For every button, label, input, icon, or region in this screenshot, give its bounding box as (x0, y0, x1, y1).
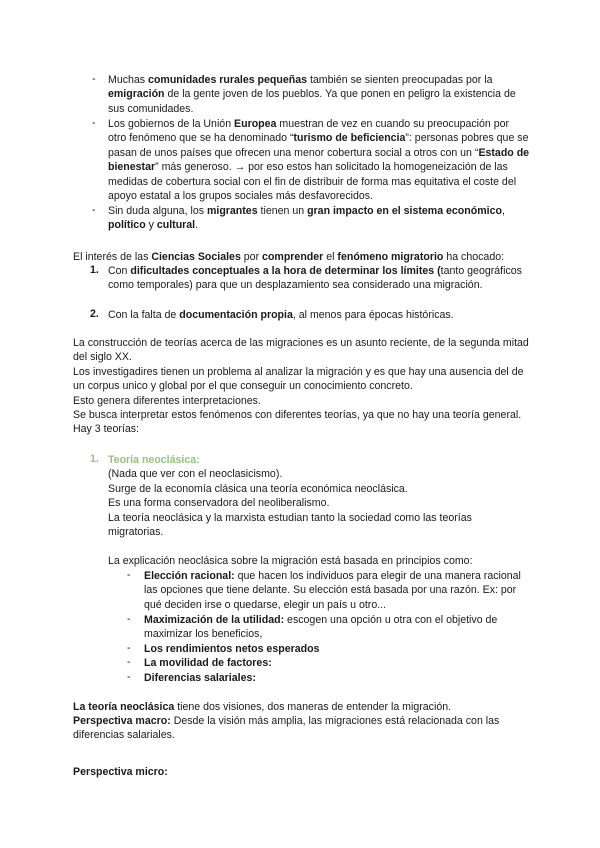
text-run: Los gobiernos de la Unión (108, 118, 235, 130)
text-run: Desde la visión más amplia, las migraciones está relacionada con las diferencias salariales. (73, 715, 500, 742)
text-run: por (240, 251, 263, 263)
text-run: El interés de las (73, 251, 152, 263)
text-run: el (323, 251, 338, 263)
section-heading: Perspectiva micro: (73, 766, 168, 778)
bold-text: Europea (234, 118, 277, 130)
text-run: ha chocado: (443, 251, 505, 263)
bold-text: fenómeno migratorio (337, 251, 444, 263)
bullet-marker: - (127, 642, 131, 654)
text-run: , al menos para épocas históricas. (292, 309, 454, 321)
bold-text: migrantes (206, 205, 258, 217)
text-run: Con la falta de (108, 309, 180, 321)
bold-text: La movilidad de factores: (144, 657, 272, 669)
bold-text: Los rendimientos netos esperados (144, 643, 320, 655)
list-item (108, 204, 530, 233)
text-paragraph: Esto genera diferentes interpretaciones. (73, 395, 261, 407)
bold-text: Perspectiva macro: (73, 715, 171, 727)
list-item (144, 613, 526, 642)
section-number: 1. (90, 453, 99, 465)
text-line: (Nada que ver con el neoclasicismo). (108, 468, 283, 480)
bold-text: dificultades conceptuales a la hora de determinar los límites ( (130, 265, 441, 277)
bold-text: La teoría neoclásica (73, 701, 175, 713)
interest-paragraph (73, 250, 535, 264)
bold-text: gran impacto en el sistema económico (307, 205, 502, 217)
list-item (144, 671, 526, 685)
bold-text: turismo de beficiencia (293, 132, 406, 145)
text-run: tanto geográficos como temporales) para que un desplazamiento sea considerado una migración. (108, 265, 522, 292)
text-line: La explicación neoclásica sobre la migración está basada en principios como: (108, 555, 473, 567)
list-item (108, 73, 528, 116)
bullet-marker: - (92, 204, 96, 216)
bold-text: cultural (156, 219, 196, 232)
text-paragraph: Los investigadires tienen un problema al analizar la migración y es que hay una ausencia del de un corpus unico y global por el que conseguir un conocimiento concreto. (73, 366, 524, 393)
bold-text: Diferencias salariales: (144, 672, 256, 684)
text-run: escogen una opción u otra con el objetivo de maximizar los beneficios, (144, 614, 498, 641)
text-paragraph (73, 714, 535, 743)
list-item (108, 308, 533, 322)
text-run: , (501, 205, 505, 217)
bold-text: político (108, 219, 146, 232)
bullet-marker: - (92, 117, 96, 129)
text-run: tiene dos visiones, dos maneras de entender la migración. (174, 701, 452, 713)
list-item (144, 642, 526, 656)
text-line: La teoría neoclásica y la marxista estudian tanto la sociedad como las teorías migratorias. (108, 512, 472, 539)
bold-text: emigración (108, 88, 165, 101)
text-run: Con (108, 265, 131, 277)
list-item (108, 264, 533, 293)
text-paragraph: La construcción de teorías acerca de las migraciones es un asunto reciente, de la segunda mitad del siglo XX. (73, 337, 529, 364)
text-run: ”: personas pobres que se pasan de unos países que ofrecen una menor cobertura social a otros con un “ (108, 132, 529, 159)
text-run: Sin duda alguna, los (108, 205, 207, 217)
text-run: que hacen los individuos para elegir de una manera racional las opciones que tiene delante. Su elección está basada por una razón. Ex: por qué deciden irse o quedarse, elegir un país u otro... (144, 570, 521, 611)
bullet-marker: - (127, 569, 131, 581)
list-item (144, 656, 526, 670)
bullet-marker: - (127, 613, 131, 625)
bold-text: documentación propia (179, 309, 293, 321)
text-run: ” más generoso. → por eso estos han solicitado la homogeneización de las medidas de cobertura social con el fin de distribuir de forma mas equitativa el coste del apoyo estatal a los grupos sociales más desfavorecidos. (108, 161, 517, 203)
text-paragraph (73, 700, 535, 714)
bold-text: Ciencias Sociales (151, 251, 241, 263)
text-run: tienen un (257, 205, 308, 217)
bold-text: Maximización de la utilidad: (144, 614, 285, 626)
text-paragraph: Se busca interpretar estos fenómenos con diferentes teorías, ya que no hay una teoría general. Hay 3 teorías: (73, 409, 522, 436)
text-run: muestran de vez en cuando su preocupación por otro fenómeno que se ha denominado “ (108, 118, 510, 145)
text-run: Muchas (108, 74, 149, 86)
text-run: . (195, 219, 199, 232)
list-item (108, 117, 530, 203)
text-run: también se sienten preocupadas por la (307, 74, 493, 86)
section-title: Teoría neoclásica: (108, 454, 200, 466)
list-number: 1. (90, 264, 99, 276)
bullet-marker: - (92, 73, 96, 85)
bullet-marker: - (127, 671, 131, 683)
bold-text: comunidades rurales pequeñas (148, 74, 308, 86)
bold-text: comprender (262, 251, 324, 263)
bold-text: Estado de bienestar (108, 146, 530, 174)
text-line: Surge de la economía clásica una teoría económica neoclásica. (108, 483, 408, 495)
bold-text: Elección racional: (144, 570, 235, 582)
text-run: y (145, 219, 157, 232)
list-item (144, 569, 526, 612)
list-number: 2. (90, 308, 99, 320)
bullet-marker: - (127, 656, 131, 668)
text-line: Es una forma conservadora del neoliberalismo. (108, 497, 330, 509)
text-run: de la gente joven de los pueblos. Ya que ponen en peligro la existencia de sus comunidades. (108, 88, 516, 115)
